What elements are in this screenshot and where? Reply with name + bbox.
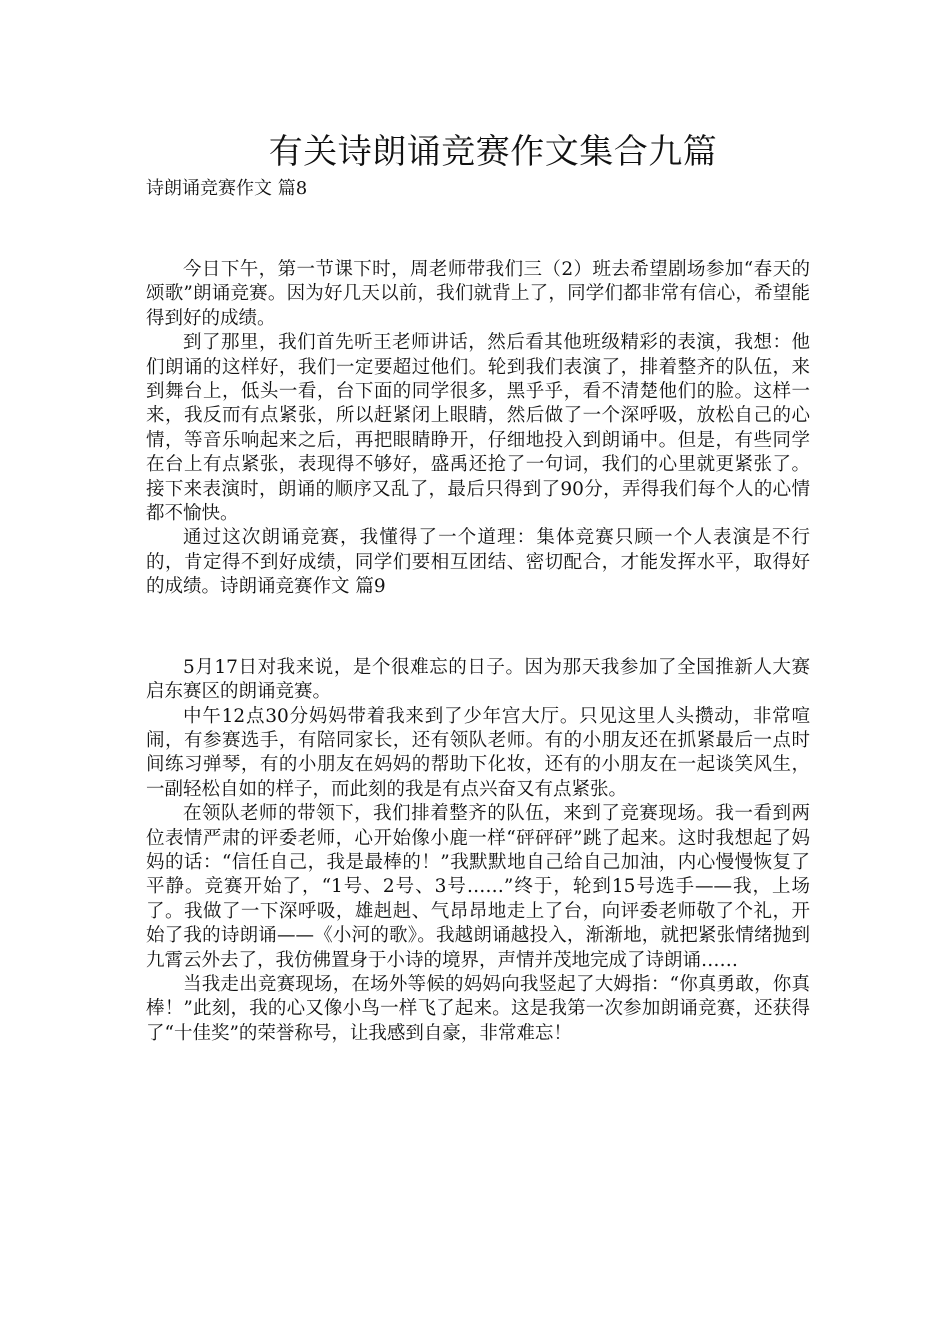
essay8-paragraph-2: 到了那里，我们首先听王老师讲话，然后看其他班级精彩的表演，我想：他们朗诵的这样好，我们一定要超过他们。轮到我们表演了，排着整齐的队伍，来到舞台上，低头一看，台下面的同学很多，黑乎乎，看不清楚他们的脸。这样一来，我反而有点紧张，所以赶紧闭上眼睛，然后做了一个深呼吸，放松自己的心情，等音乐响起来之后，再把眼睛睁开，仔细地投入到朗诵中。但是，有些同学在台上有点紧张，表现得不够好，盛禹还抢了一句词，我们的心里就更紧张了。接下来表演时，朗诵的顺序又乱了，最后只得到了90分，弄得我们每个人的心情都不愉快。 (146, 332, 810, 525)
essay9-paragraph-1: 5月17日对我来说，是个很难忘的日子。因为那天我参加了全国推新人大赛启东赛区的朗诵竞赛。 (146, 656, 810, 703)
document-page (146, 128, 810, 1046)
spacer (146, 600, 810, 656)
spacer (146, 202, 810, 258)
essay8-paragraph-3: 通过这次朗诵竞赛，我懂得了一个道理：集体竞赛只顾一个人表演是不行的，肯定得不到好成绩，同学们要相互团结、密切配合，才能发挥水平，取得好的成绩。诗朗诵竞赛作文 篇9 (146, 527, 810, 598)
essay8-paragraph-1: 今日下午，第一节课下时，周老师带我们三（2）班去希望剧场参加“春天的颂歌”朗诵竞赛。因为好几天以前，我们就背上了，同学们都非常有信心，希望能得到好的成绩。 (146, 259, 810, 329)
document-title: 有关诗朗诵竞赛作文集合九篇 (268, 132, 718, 172)
essay9-paragraph-2: 中午12点30分妈妈带着我来到了少年宫大厅。只见这里人头攒动，非常喧闹，有参赛选手，有陪同家长，还有领队老师。有的小朋友还在抓紧最后一点时间练习弹琴，有的小朋友在妈妈的帮助下化妆，还有的小朋友在一起谈笑风生，一副轻松自如的样子，而此刻的我是有点兴奋又有点紧张。 (146, 705, 810, 800)
essay-heading: 诗朗诵竞赛作文 篇8 (146, 178, 308, 199)
essay9-paragraph-4: 当我走出竞赛现场，在场外等候的妈妈向我竖起了大姆指：“你真勇敢，你真棒！”此刻，我的心又像小鸟一样飞了起来。这是我第一次参加朗诵竞赛，还获得了“十佳奖”的荣誉称号，让我感到自豪，非常难忘！ (146, 973, 810, 1044)
essay9-paragraph-3: 在领队老师的带领下，我们排着整齐的队伍，来到了竞赛现场。我一看到两位表情严肃的评委老师，心开始像小鹿一样“砰砰砰”跳了起来。这时我想起了妈妈的话：“信任自己，我是最棒的！”我默默地自己给自己加油，内心慢慢恢复了平静。竞赛开始了，“1号、2号、3号……”终于，轮到15号选手——我，上场了。我做了一下深呼吸，雄赳赳、气昂昂地走上了台，向评委老师敬了个礼，开始了我的诗朗诵——《小河的歌》。我越朗诵越投入，渐渐地，就把紧张情绪抛到九霄云外去了，我仿佛置身于小诗的境界，声情并茂地完成了诗朗诵…… (146, 803, 810, 971)
